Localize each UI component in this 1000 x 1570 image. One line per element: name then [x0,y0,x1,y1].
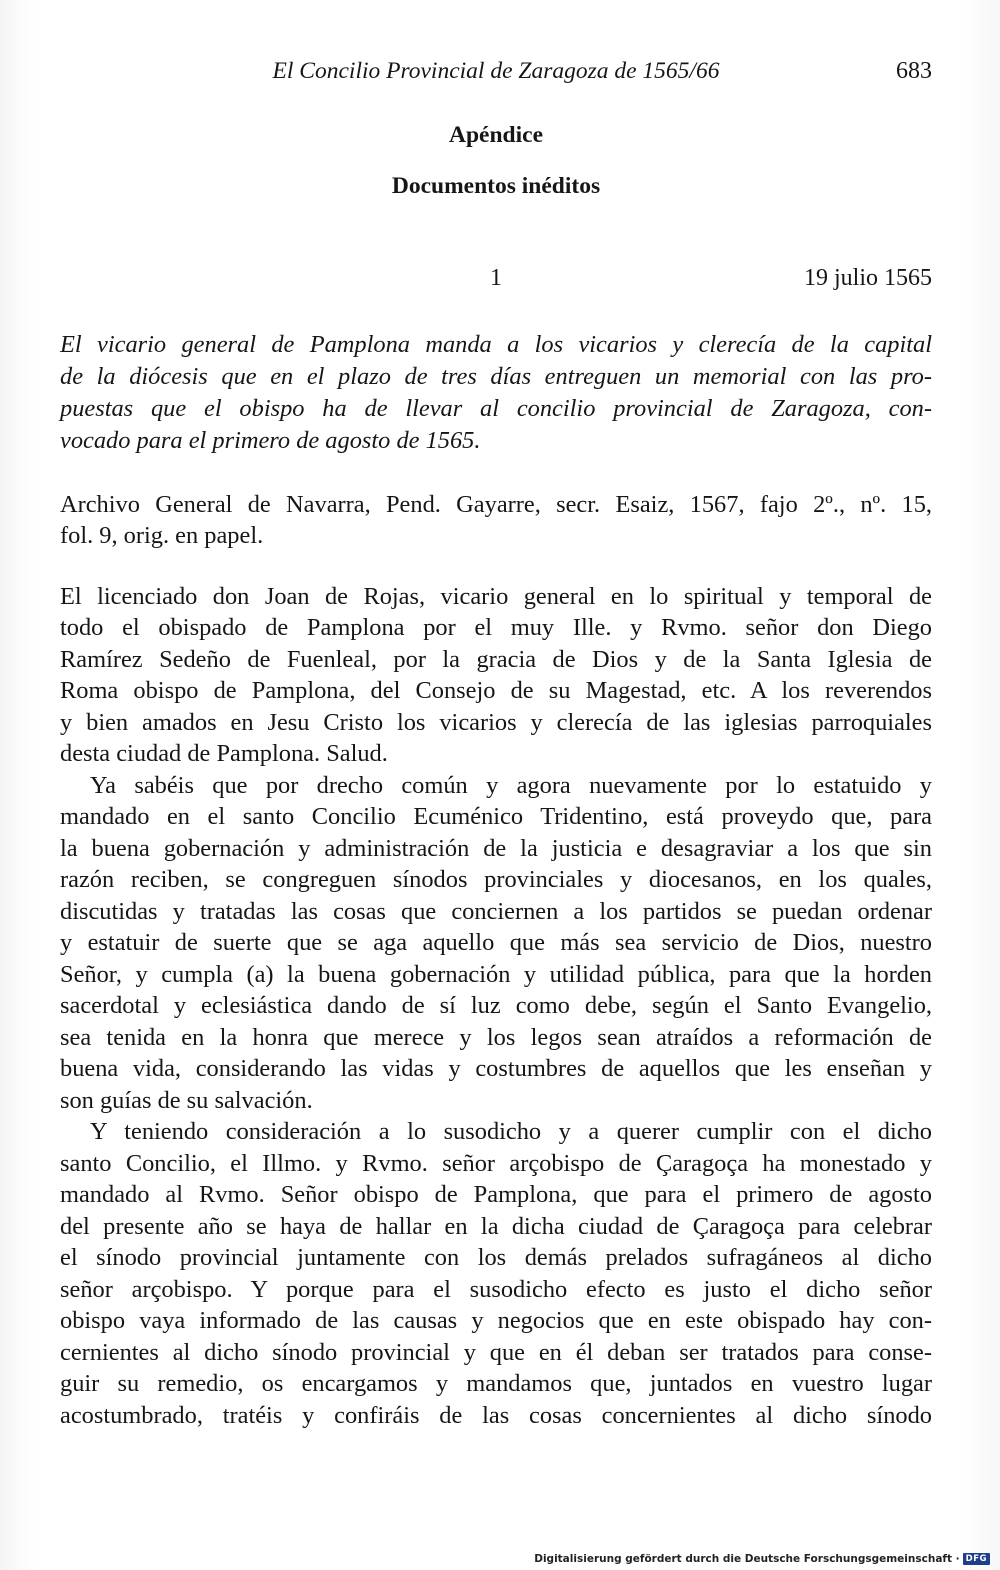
summary-line: El vicario general de Pamplona manda a los vicarios y clerecía de la capital [60,331,932,358]
paragraph-line: Ramírez Sedeño de Fuenleal, por la gracia de Dios y de la Santa Iglesia de [60,646,932,673]
digitization-credit [534,1553,990,1565]
paragraph-line: El licenciado don Joan de Rojas, vicario general en lo spiritual y temporal de [60,583,932,610]
summary-line: de la diócesis que en el plazo de tres días entreguen un memorial con las pro- [60,363,932,390]
source-line: fol. 9, orig. en papel. [60,522,264,549]
page-number: 683 [896,58,932,84]
paragraph-line: santo Concilio, el Illmo. y Rvmo. señor arçobispo de Çaragoça ha monestado y [60,1150,932,1177]
paragraph-line: señor arçobispo. Y porque para el susodicho efecto es justo el dicho señor [60,1276,932,1303]
paragraph-line: del presente año se haya de hallar en la dicha ciudad de Çaragoça para celebrar [60,1213,932,1240]
paragraph-line: cernientes al dicho sínodo provincial y que en él deban ser tratados para conse- [60,1339,932,1366]
paragraph-line: Señor, y cumpla (a) la buena gobernación y utilidad pública, para que la horden [60,961,932,988]
paragraph-line: desta ciudad de Pamplona. Salud. [60,740,388,767]
paragraph-line: sacerdotal y eclesiástica dando de sí luz como debe, según el Santo Evangelio, [60,992,932,1019]
paragraph-line: y bien amados en Jesu Cristo los vicarios y clerecía de las iglesias parroquiales [60,709,932,736]
source-line: Archivo General de Navarra, Pend. Gayarre, secr. Esaiz, 1567, fajo 2º., nº. 15, [60,491,932,518]
paragraph-line: acostumbrado, tratéis y confiráis de las cosas concernientes al dicho sínodo [60,1402,932,1429]
paragraph-line: Ya sabéis que por drecho común y agora nuevamente por lo estatuido y [90,772,932,799]
paragraph-line: obispo vaya informado de las causas y negocios que en este obispado hay con- [60,1307,932,1334]
paragraph-line: guir su remedio, os encargamos y mandamos que, juntados en vuestro lugar [60,1370,932,1397]
documents-subheading: Documentos inéditos [391,173,601,199]
paragraph-line: buena vida, considerando las vidas y costumbres de aquellos que les enseñan y [60,1055,932,1082]
paragraph-line: son guías de su salvación. [60,1087,313,1114]
paragraph-line: y estatuir de suerte que se aga aquello que más sea servicio de Dios, nuestro [60,929,932,956]
paragraph-line: sea tenida en la honra que merece y los legos sean atraídos a reformación de [60,1024,932,1051]
paragraph-line: mandado en el santo Concilio Ecuménico Tridentino, está proveydo que, para [60,803,932,830]
credit-text: Digitalisierung gefördert durch die Deutsche Forschungsgemeinschaft · [534,1553,960,1565]
paragraph-line: todo el obispado de Pamplona por el muy Ille. y Rvmo. señor don Diego [60,614,932,641]
running-head [60,58,932,90]
dfg-logo: DFG [963,1553,990,1565]
summary-line: vocado para el primero de agosto de 1565. [60,427,481,454]
document-date: 19 julio 1565 [803,265,932,291]
paragraph-line: discutidas y tratadas las cosas que conciernen a los partidos se puedan ordenar [60,898,932,925]
paragraph-line: Roma obispo de Pamplona, del Consejo de su Magestad, etc. A los reverendos [60,677,932,704]
paragraph-line: la buena gobernación y administración de la justicia e desagraviar a los que sin [60,835,932,862]
document-number: 1 [490,265,502,291]
running-title: El Concilio Provincial de Zaragoza de 1565/66 [272,58,720,84]
document-number-line [60,265,932,299]
paragraph-line: mandado al Rvmo. Señor obispo de Pamplona, que para el primero de agosto [60,1181,932,1208]
paragraph-line: Y teniendo consideración a lo susodicho y a querer cumplir con el dicho [90,1118,932,1145]
paragraph-line: el sínodo provincial juntamente con los demás prelados sufragáneos al dicho [60,1244,932,1271]
paragraph-line: razón reciben, se congreguen sínodos provinciales y diocesanos, en los quales, [60,866,932,893]
appendix-heading: Apéndice [449,122,543,148]
summary-line: puestas que el obispo ha de llevar al concilio provincial de Zaragoza, con- [60,395,932,422]
